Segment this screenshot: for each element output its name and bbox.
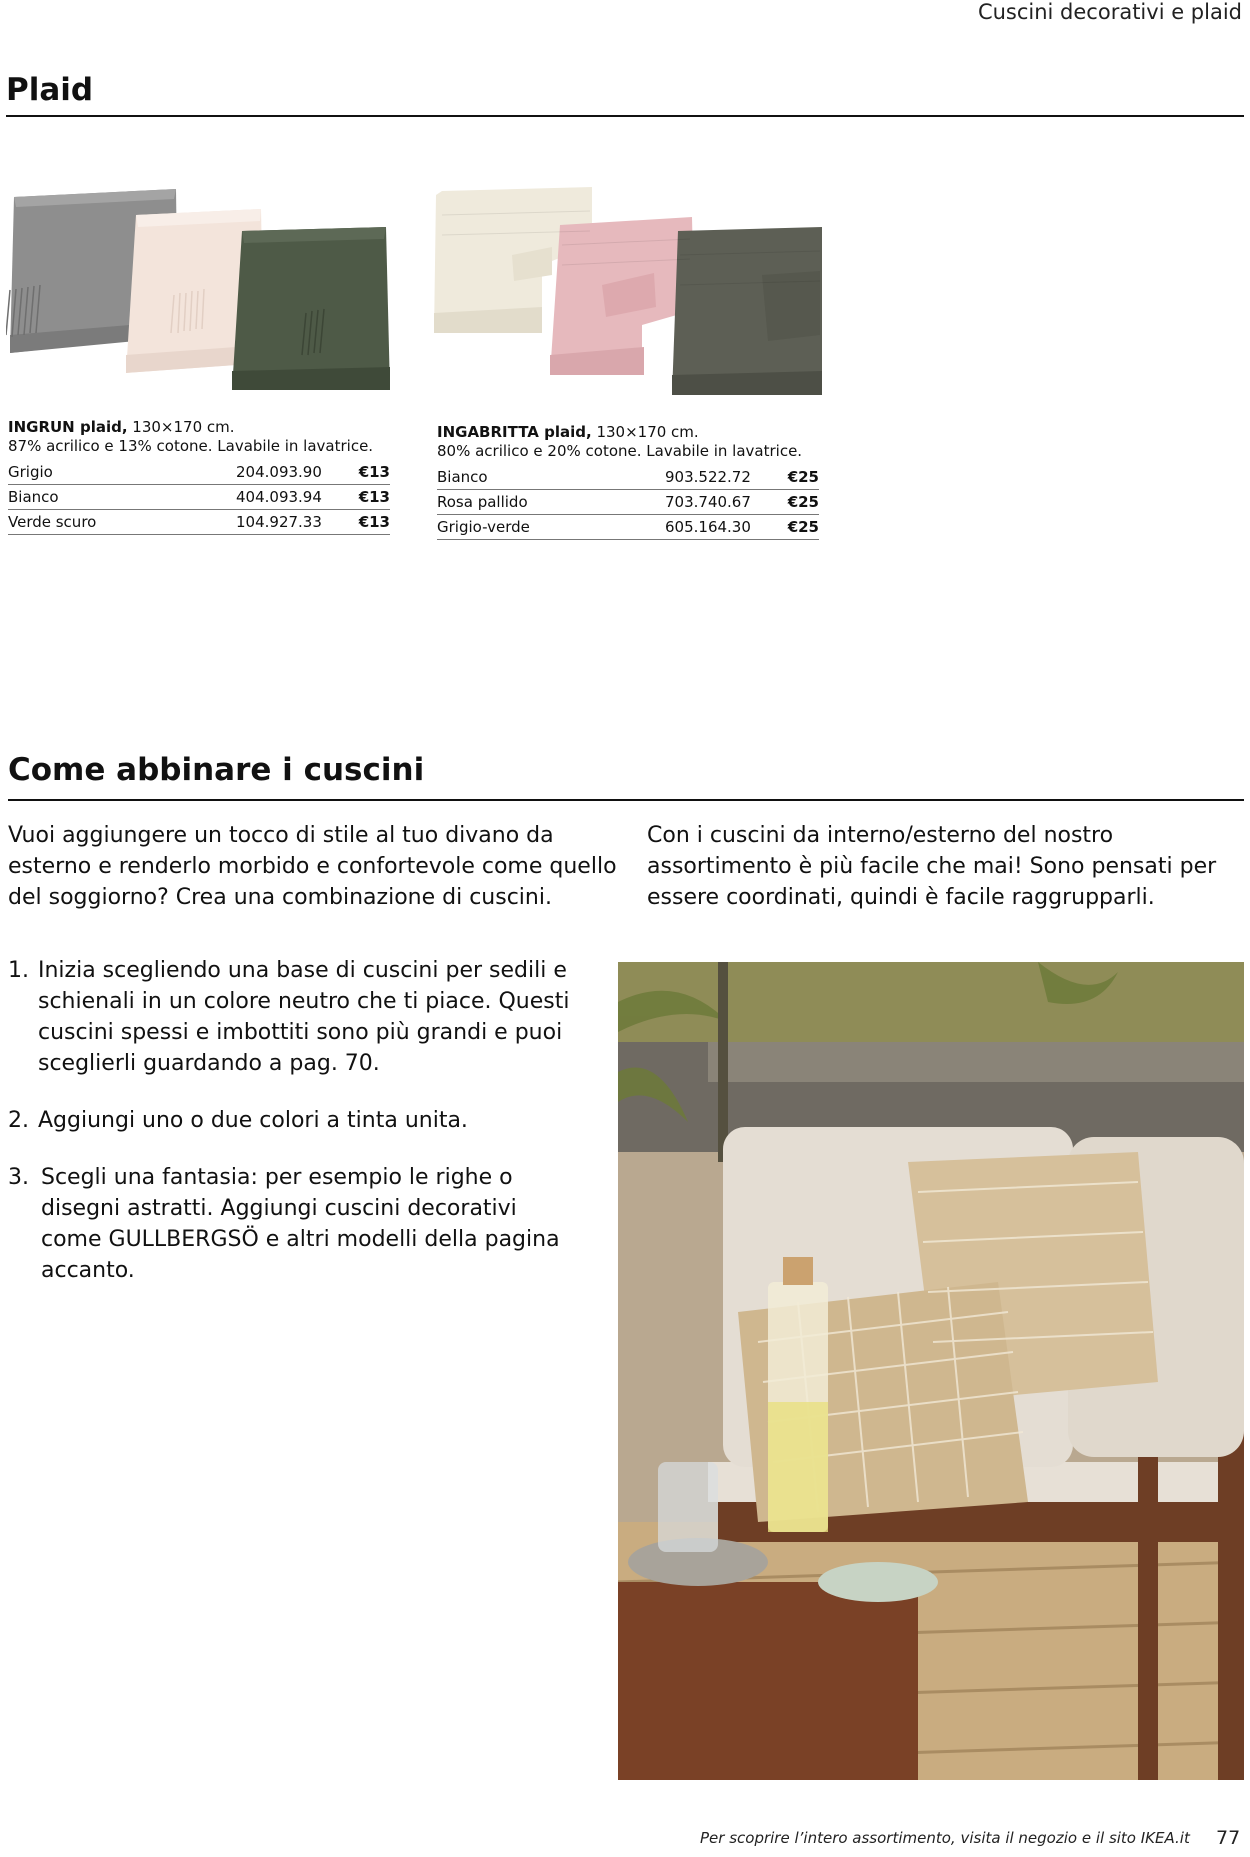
step-number: 2. [8,1108,29,1133]
ingabritta-product-info [437,423,819,540]
variant-row [437,515,819,540]
ingabritta-plaid-image [432,185,822,395]
variant-code: 903.522.72 [665,465,778,490]
variant-code: 104.927.33 [236,510,349,535]
page-number: 77 [1216,1827,1241,1849]
product-size: 130×170 cm. [591,423,699,441]
pink-knit-throw [550,217,694,375]
ingrun-product-info [8,418,390,535]
section-divider [8,799,1244,801]
product-description: 87% acrilico e 13% cotone. Lavabile in lavatrice. [8,437,374,455]
variant-price: €13 [349,460,390,485]
step-text: Scegli una fantasia: per esempio le righe o disegni astratti. Aggiungi cuscini decorativi come GULLBERGSÖ e altri modelli della pagina accanto. [41,1165,560,1283]
variant-color: Grigio [8,460,236,485]
variant-row [8,485,390,510]
green-throw [232,227,390,390]
footer-note: Per scoprire l’intero assortimento, visita il negozio e il sito IKEA.it [700,1829,1190,1847]
step-item [8,955,578,1079]
product-size: 130×170 cm. [127,418,235,436]
variant-code: 605.164.30 [665,515,778,540]
variant-row [8,460,390,485]
abbinare-heading: Come abbinare i cuscini [8,752,425,788]
variant-price: €13 [349,485,390,510]
variant-price: €25 [778,490,819,515]
plaid-heading: Plaid [6,72,94,108]
outdoor-sofa-photo [618,962,1244,1780]
variant-code: 404.093.94 [236,485,349,510]
intro-left: Vuoi aggiungere un tocco di stile al tuo divano da esterno e renderlo morbido e confortevole come quello del soggiorno? Crea una combinazione di cuscini. [8,823,617,910]
variant-price: €13 [349,510,390,535]
variant-color: Bianco [8,485,236,510]
variant-code: 703.740.67 [665,490,778,515]
product-description: 80% acrilico e 20% cotone. Lavabile in lavatrice. [437,442,803,460]
section-label: Cuscini decorativi e plaid [977,0,1242,24]
product-name: INGABRITTA plaid, [437,423,592,441]
variant-table [8,460,390,535]
grey-green-knit-throw [672,227,822,395]
ingrun-title-line [8,418,390,437]
variant-row [437,490,819,515]
intro-right: Con i cuscini da interno/esterno del nostro assortimento è più facile che mai! Sono pensati per essere coordinati, quindi è facile raggrupparli. [647,823,1217,910]
variant-row [8,510,390,535]
variant-color: Grigio-verde [437,515,665,540]
step-item [8,1162,578,1286]
step-text: Aggiungi uno o due colori a tinta unita. [38,1108,468,1133]
variant-price: €25 [778,465,819,490]
variant-color: Verde scuro [8,510,236,535]
heading-divider [6,115,1244,117]
ingrun-plaid-image [6,185,391,390]
step-item [8,1105,578,1136]
variant-color: Bianco [437,465,665,490]
step-text: Inizia scegliendo una base di cuscini per sedili e schienali in un colore neutro che ti piace. Questi cuscini spessi e imbottiti sono più grandi e puoi sceglierli guardando a pag. 70. [38,958,570,1076]
variant-code: 204.093.90 [236,460,349,485]
step-number: 3. [8,1165,29,1190]
product-name: INGRUN plaid, [8,418,128,436]
variant-table [437,465,819,540]
variant-price: €25 [778,515,819,540]
step-number: 1. [8,958,29,983]
steps-list [8,955,578,1286]
variant-color: Rosa pallido [437,490,665,515]
variant-row [437,465,819,490]
ingabritta-title-line [437,423,819,442]
